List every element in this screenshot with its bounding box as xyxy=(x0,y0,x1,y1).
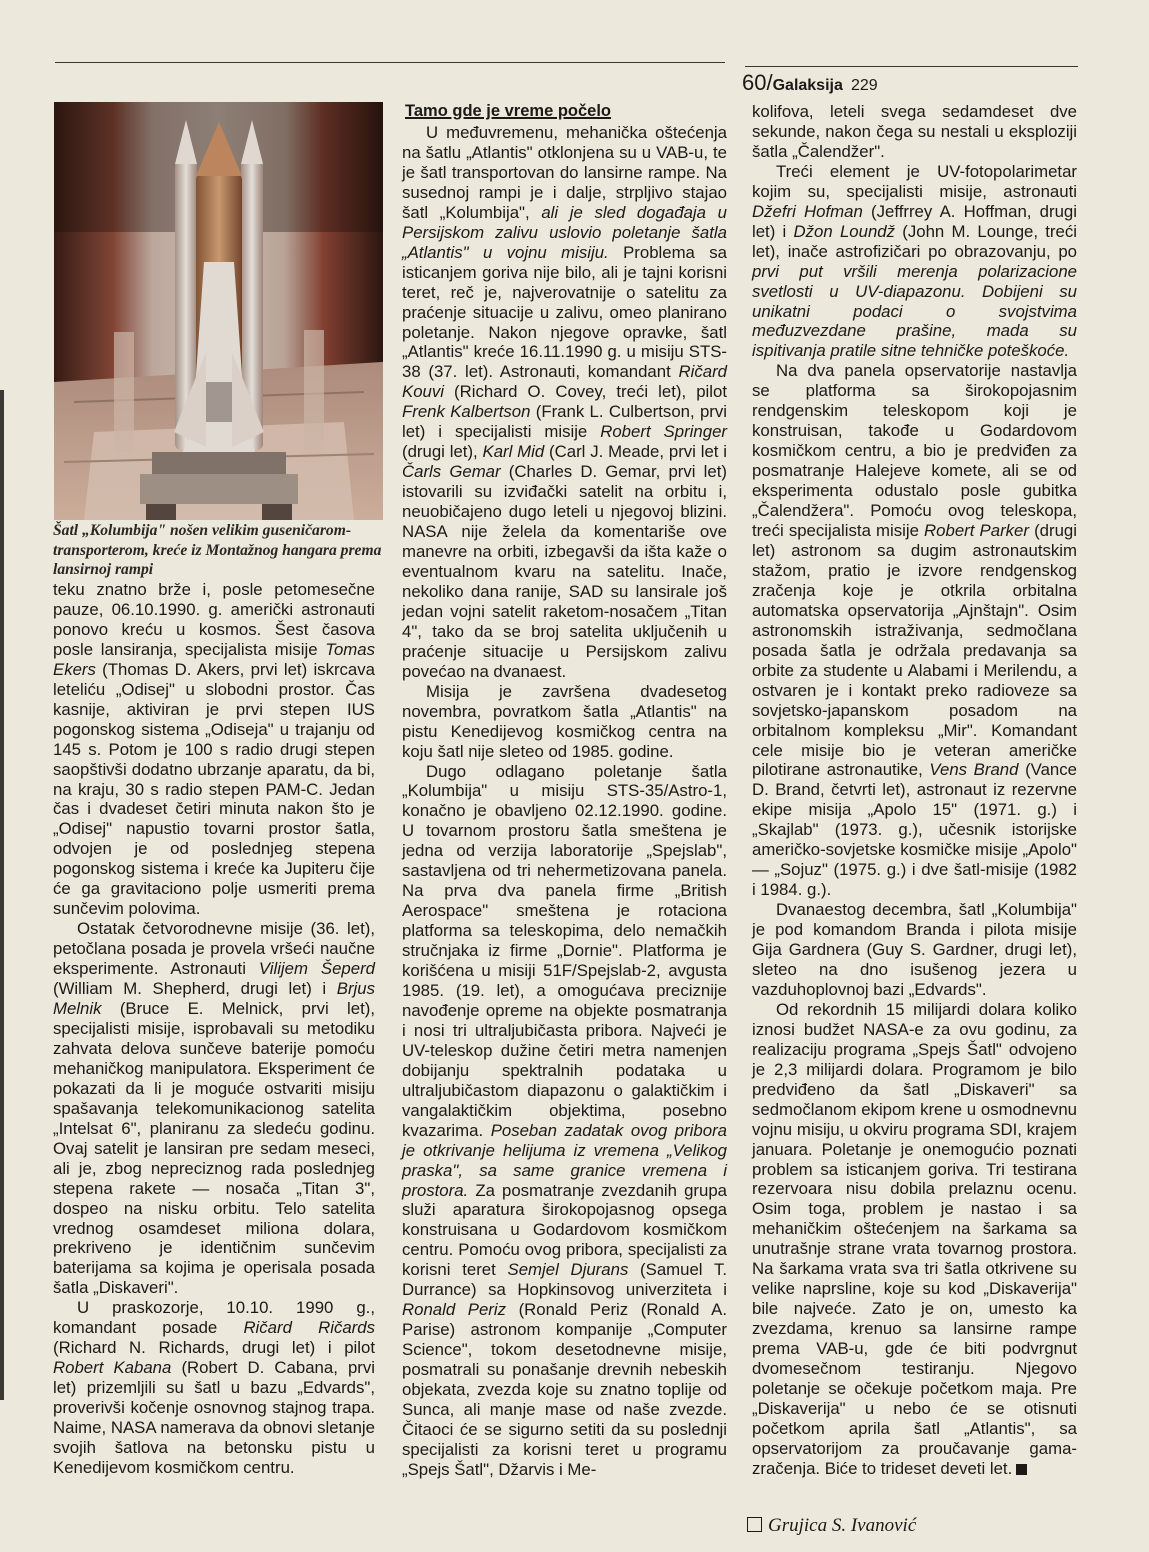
author-byline xyxy=(747,1514,1077,1538)
paragraph: Dugo odlagano poletanje šatla „Kolumbija" u misiju STS-35/Astro-1, konačno je obavljeno 02.12.1990. godine. U tovarnom prostoru šatla smeštena je jedna od verzija laboratorije „Spejslab", sastavljena od tri nehermetizovana panela. Na prva dva panela firme „British Aerospace" smeštena je rotaciona platforma sa teleskopima, delo nemačkih stručnjaka iz firme „Dornie". Platforma je korišćena u misiji 51F/Spejslab-2, avgusta 1985. (19. let), a omogućava precizniје navođenje opreme na objekte posmatranja i nosi tri ultraljubičasta pribora. Najveći je UV-teleskop dužine četiri metra namenjen dobijanju spektralnih podataka u ultraljubičastom diapazonu o galaktičkim i vangalaktičkim objektima, posebno kvazarima. Poseban zadatak ovog pribora je otkrivanje helijuma iz vremena „Velikog praska", sa same granice vremena i prostora. Za posmatranje zvezdanih grupa služi aparatura širokopojasnog opsega konstruisana u Godardovom kosmičkom centru. Pomoću ovog pribora, specijalisti za korisni teret Semjel Djurans (Samuel T. Durrance) sa Hopkinsovog univerziteta i Ronald Periz (Ronald Periz (Ronald A. Parise) astronom kompanije „Computer Science", tokom desetodnevne misije, posmatrali su ponašanje drevnih nebeskih objekata, zvezda koje su znatno toplije od Sunca, ali manje mase od naše zvezde. Čitaoci će se sigurno setiti da su poslednji specijalisti za korisni teret u programu „Spejs Šatl", Džarvis i Me- xyxy=(402,761,727,1479)
column-3 xyxy=(752,102,1077,1479)
square-icon xyxy=(747,1517,762,1532)
photo-caption: Šatl „Kolumbija" nošen velikim guseničarom-transporterom, kreće iz Montažnog hangara prema lansirnoj rampi xyxy=(53,522,382,579)
paragraph: U međuvremenu, mehanička oštećenja na šatlu „Atlantis" otklonjena su u VAB-u, te je šatl transportovan do lansirne rampe. Na susednoj rampi je i dalje, strpljivo stajao šatl „Kolumbija", ali je sled događaja u Persijskom zalivu uslovio poletanje šatla „Atlantis" u vojnu misiju. Problema sa isticanjem goriva nije bilo, ali je tajni korisni teret, reč je, najverovatnije o satelitu za praćenje situacije u zalivu, omeo planirano poletanje. Nakon njegove opravke, šatl „Atlantis" kreće 16.11.1990 g. u misiju STS-38 (37. let). Astronauti, komandant Ričard Kouvi (Richard O. Covey, treći let), pilot Frenk Kalbertson (Frank L. Culbertson, prvi let) i specijalisti misije Robert Springer (drugi let), Karl Mid (Carl J. Meade, prvi let i Čarls Gemar (Charles D. Gemar, prvi let) istovarili su izviđački satelit na orbitu i, neuobičajeno dugo leteli u njegovoj blizini. NASA nije želela da komentariše ove manevre na orbiti, izbegavši da išta kaže o eventualnom kvaru na satelitu. Inače, nekoliko dana ranije, SAD su lansirale još jedan vojni satelit raketom-nosačem „Titan 4", tako da se broj satelita uključenih u praćenje situacije u Persijskom zalivu povećao na dvanaest. xyxy=(402,123,727,681)
top-rule-left xyxy=(55,62,725,63)
page-number: 229 xyxy=(851,77,878,94)
column-1 xyxy=(53,580,375,1478)
paragraph: Misija je završena dvadesetog novembra, povratkom šatla „Atlantis" na pistu Kenedijevog kosmičkog centra na koju šatl nije sleteo od 1985. godine. xyxy=(402,681,727,761)
shuttle-photo xyxy=(54,102,383,520)
page-header xyxy=(742,68,1082,98)
paragraph: teku znatno brže i, posle petomesečne pauze, 06.10.1990. g. američki astronauti ponovo kreću u kosmos. Šest časova posle lansiranja, specijalista misije Tomas Ekers (Thomas D. Akers, prvi let) iskrcava leteliću „Odisej" u slobodni prostor. Čas kasnije, aktiviran je prvi stepen IUS pogonskog sistema „Odiseja" u trajanju od 145 s. Potom je 100 s radio drugi stepen saopštivši dodatno ubrzanje aparatu, da bi, na kraju, 30 s radio stepen PAM-C. Jedan čas i dvadeset četiri minuta nakon što je „Odisej" napustio tovarni prostor šatla, odvojen je od poslednjeg stepena pogonskog sistema i kreće ka Jupiteru čije će ga gravitaciono polje usmeriti prema sunčevim polovima. xyxy=(53,580,375,919)
magazine-name: Galaksija xyxy=(772,77,843,94)
space-shuttle-photo xyxy=(54,102,383,520)
paragraph: kolifova, leteli svega sedamdeset dve sekunde, nakon čega su nestali u eksploziji šatla „Čalendžer". xyxy=(752,102,1077,161)
paragraph: U praskozorje, 10.10. 1990 g., komandant posade Ričard Ričards (Richard N. Richards, drugi let) i pilot Robert Kabana (Robert D. Cabana, prvi let) prizemljili su šatl u bazu „Edvards", proverivši kočenje osnovnog stajnog trapa. Naime, NASA namerava da obnovi sletanje svojih šatlova na betonsku pistu u Kenedijevom kosmičkom centru. xyxy=(53,1298,376,1477)
end-mark-icon xyxy=(1016,1464,1027,1475)
paragraph: Treći element je UV-fotopolarimetar kojim su, specijalisti misije, astronauti Džefri Hofman (Jeffrrey A. Hoffman, drugi let) i Džon Loundž (John M. Lounge, treći let), inače astrofizičari po obrazovanju, po prvi put vršili merenja polarizacione svetlosti u UV-diapazonu. Dobijeni su unikatni podaci o svojstvima međuzvezdane prašine, mada su ispitivanja pratile sitne tehničke poteškoće. xyxy=(752,161,1077,361)
paragraph: Na dva panela opservatorije nastavlja se platforma sa širokopojasnim rendgenskim teleskopom koji je konstruisan, takođe u Godardovom kosmičkom centru, a bio je predviđen za posmatranje Halejeve komete, ali se od eksperimenta odustalo posle gubitka „Čalendžera". Pomoću ovog teleskopa, treći specijalista misije Robert Parker (drugi let) astronom sa dugim astronautskim stažom, pratio je izvore rendgenskog zračenja koje je otkrila orbitalna automatska opservatorija „Ajnštajn". Osim astronomskih istraživanja, sedmočlana posada šatla je održala predavanja sa orbite za studente u Alabami i Merilendu, a ostvaren je i kontakt preko radioveze sa sovjetsko-japanskom posadom na orbitalnom kompleksu „Mir". Komandant cele misije bio je veteran američke pilotiranе astronautike, Vens Brand (Vance D. Brand, četvrti let), astronaut iz rezervne ekipe misija „Apolo 15" (1971. g.) i „Skajlab" (1973. g.), učesnik istorijske američko-sovjetske kosmičke misije „Apolo" — „Sojuz" (1975. g.) i dve šatl-misije (1982 i 1984. g.). xyxy=(752,361,1077,900)
paragraph: Od rekordnih 15 milijardi dolara koliko iznosi budžet NASA-e za ovu godinu, za realizaciju programa „Spejs Šatl" odvojeno je 2,3 milijardi dolara. Programom je bilo predviđeno da šatl „Diskaveri" sa sedmočlanom ekipom krene u osmodnevnu vojnu misiju, u okviru programa SDI, krajem januara. Poletanje je onemogućio poznati problem sa isticanjem goriva. Tri testirana rezervoara nisu dobila prelaznu ocenu. Osim toga, problem je nastao i sa mehaničkim oštećenjem na šarkama sa unutrašnje strane vrata tovarnog prostora. Na šarkama vrata sva tri šatla otkrivene su velike naprsline, koje su kod „Diskaverija" bile najveće. Zato je on, umesto ka zvezdama, krenuo sa lansirne rampe prema VAB-u, gde će biti podvrgnut dvomesečnom testiranju. Njegovo poletanje se očekuje početkom maja. Pre „Diskaverija" u nebo će se otisnuti početkom aprila šatl „Atlantis", sa opservatorijom za proučavanje gama-zračenja. Biće to trideset deveti let. xyxy=(752,999,1077,1478)
author-name: Grujica S. Ivanović xyxy=(768,1515,917,1536)
paragraph: Dvanaestog decembra, šatl „Kolumbija" je pod komandom Branda i pilota misije Gija Gardnera (Guy S. Gardner, drugi let), sleteo na dno isušenog jezera u vazduhoplovnoj bazi „Edvards". xyxy=(752,900,1077,999)
issue-number: 60/ xyxy=(742,70,773,95)
binding-edge-shadow xyxy=(0,390,4,1400)
section-heading: Tamo gde je vreme počelo xyxy=(405,102,612,120)
paragraph: Ostatak četvorodnevne misije (36. let), petočlana posada je provela vršeći naučne eksperimente. Astronauti Vilijem Šeperd (William M. Shepherd, drugi let) i Brjus Melnik (Bruce E. Melnick, prvi let), specijalisti misije, isprobavali su metodiku zahvata delova sunčeve baterije pomoću mehaničkog manipulatora. Eksperiment će pokazati da li je moguće ostvariti misiju spašavanja telekomunikacionog satelita „Intelsat 6", planiranu za sledeću godinu. Ovaj satelit je lansiran pre sedam meseci, ali je, zbog nepreciznog rada poslednjeg stepena rakete — nosača „Titan 3", dospeo na nisku orbitu. Telo satelita vrednog osamdeset miliona dolara, prekriveno je identičnim sunčevim baterijama sa kojima je operisala posada šatla „Diskaveri". xyxy=(53,919,375,1298)
column-2 xyxy=(402,123,727,1480)
top-rule-right xyxy=(745,66,1078,67)
